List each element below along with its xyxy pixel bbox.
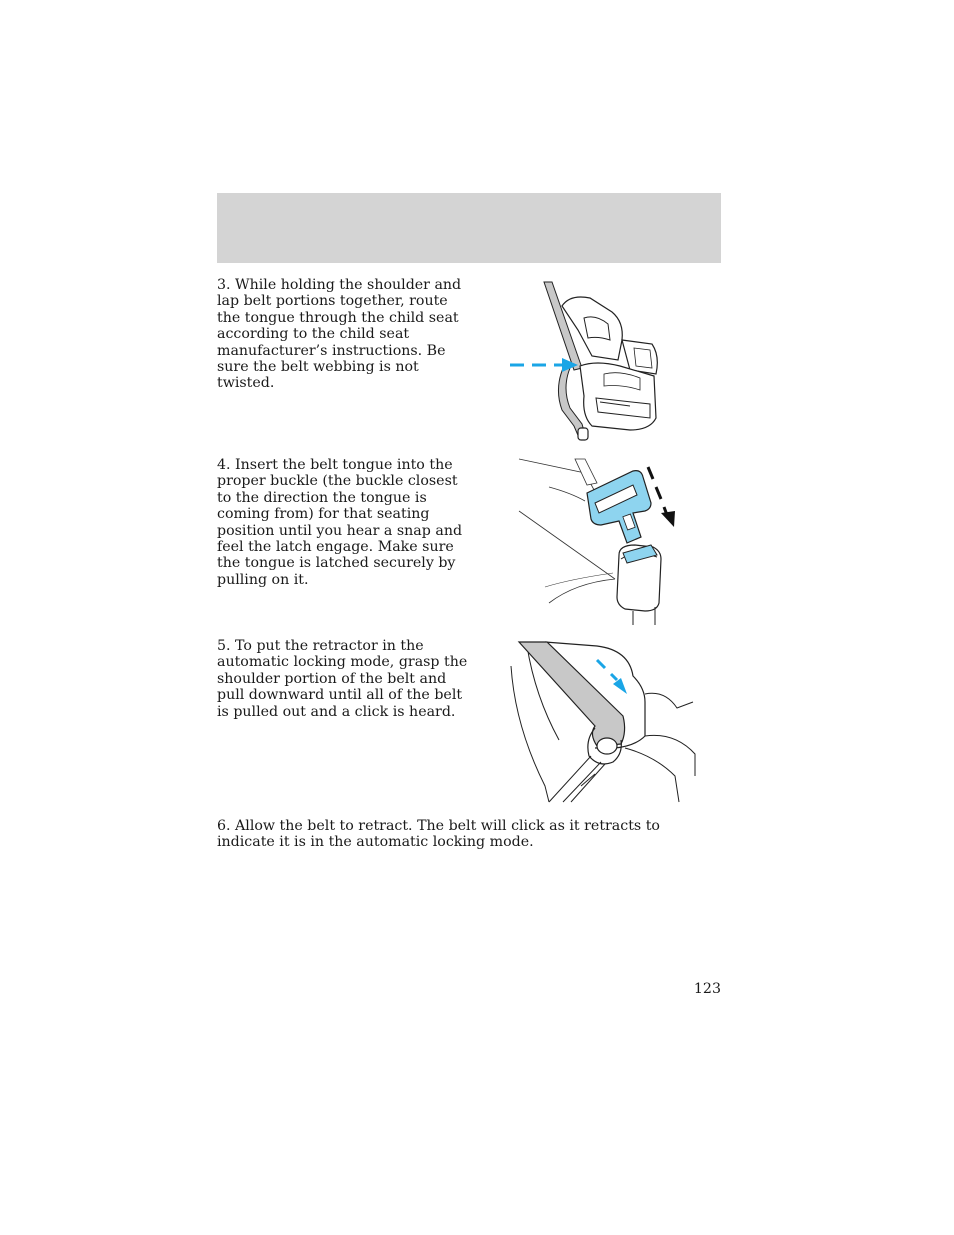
step-6-text: 6. Allow the belt to retract. The belt will click as it retracts to indicate it is in the automatic locking mode. — [217, 818, 660, 851]
black-dashed-down-arrow — [648, 467, 667, 515]
step-3-text: 3. While holding the shoulder and lap belt portions together, route the tongue through the child seat according to the child seat manufacturer’s instructions. Be sure the belt webbing is not twisted. — [217, 277, 462, 392]
shoulder-belt — [519, 642, 625, 746]
section-header-band — [217, 193, 721, 263]
child-seat-illustration — [500, 278, 670, 444]
step-4-text: 4. Insert the belt tongue into the proper buckle (the buckle closest to the direction the tongue is coming from) for that seating position until you hear a snap and feel the latch engage. Make sure the tongue is latched securely by pulling on it. — [217, 457, 463, 588]
retractor-illustration — [505, 636, 697, 804]
step-5-text: 5. To put the retractor in the automatic locking mode, grasp the shoulder portion of the belt and pull downward until all of the belt is pulled out and a click is heard. — [217, 638, 468, 720]
page-number: 123 — [693, 981, 721, 997]
blue-dashed-down-arrow — [597, 660, 617, 680]
buckle-illustration — [515, 455, 695, 625]
